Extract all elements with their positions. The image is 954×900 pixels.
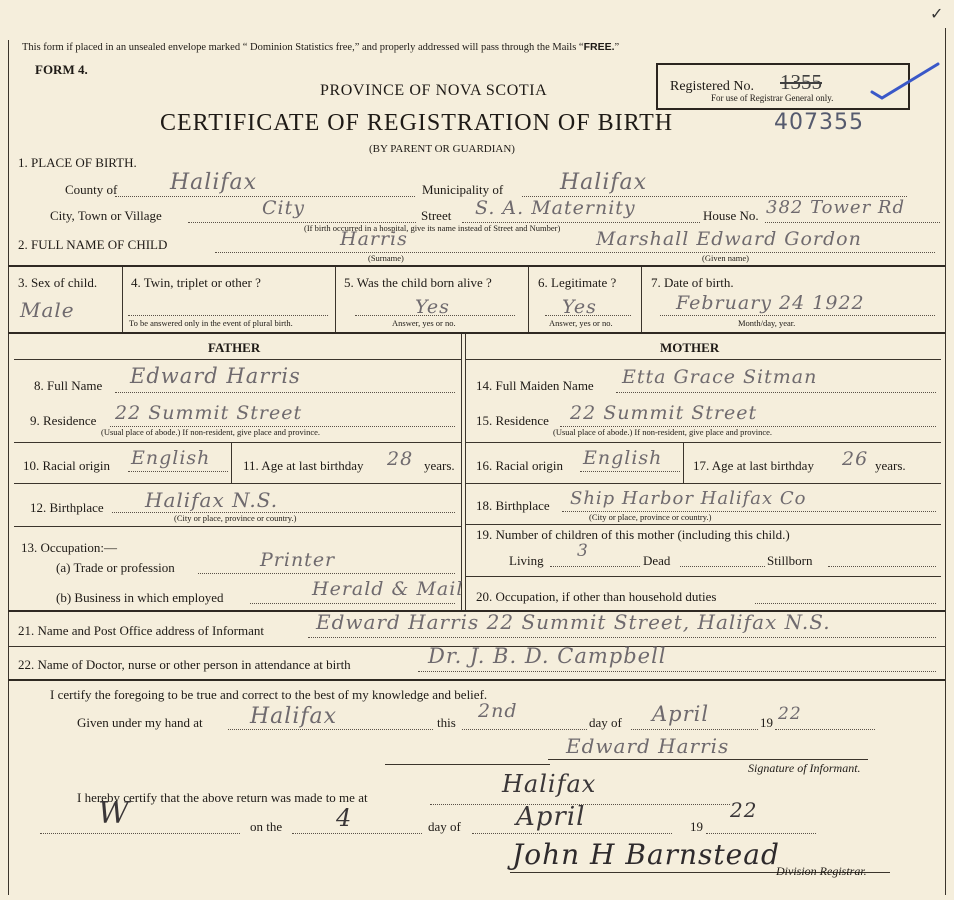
house-value: 382 Tower Rd — [766, 197, 905, 218]
registrar-year-line — [706, 833, 816, 834]
mother-age-label: 17. Age at last birthday — [693, 458, 814, 473]
father-residence-rule — [14, 442, 461, 443]
house-label: House No. — [703, 208, 759, 223]
father-trade-line — [198, 573, 455, 574]
mother-heading-rule — [466, 359, 941, 360]
father-name-line — [115, 392, 455, 393]
stamped-number: 407355 — [774, 110, 864, 135]
legitimate-value: Yes — [562, 296, 597, 318]
twin-line — [128, 315, 328, 316]
mother-residence-note: (Usual place of abode.) If non-resident, give place and province. — [553, 427, 773, 437]
city-value: City — [262, 197, 305, 219]
municipality-value: Halifax — [560, 170, 648, 195]
father-name-label: 8. Full Name — [34, 378, 103, 393]
mother-racial-divider — [683, 443, 684, 483]
form-number: FORM 4. — [35, 62, 88, 77]
informant-signature: Edward Harris — [566, 734, 730, 758]
registrar-day-of-label: day of — [428, 819, 461, 834]
informant-value: Edward Harris 22 Summit Street, Halifax N.S. — [316, 610, 831, 634]
mother-racial-label: 16. Racial origin — [476, 458, 564, 473]
mother-birthplace-note: (City or place, province or country.) — [589, 512, 712, 522]
mother-living-value: 3 — [577, 541, 589, 561]
child-name-label: 2. FULL NAME OF CHILD — [18, 237, 168, 252]
right-border — [945, 28, 946, 895]
father-age-label: 11. Age at last birthday — [243, 458, 364, 473]
street-value: S. A. Maternity — [475, 197, 636, 219]
certify-text: I certify the foregoing to be true and correct to the best of my knowledge and belief. — [50, 687, 488, 702]
mother-dead-label: Dead — [643, 553, 671, 568]
given-year-value: 22 — [778, 704, 802, 724]
mother-racial-line — [580, 471, 680, 472]
given-caption: (Given name) — [702, 253, 749, 263]
child-name-line — [215, 252, 935, 253]
registrar-year-prefix: 19 — [690, 819, 703, 834]
mother-birthplace-rule — [466, 524, 941, 525]
informant-signature-caption: Signature of Informant. — [748, 761, 861, 775]
legitimate-note: Answer, yes or no. — [549, 318, 613, 328]
father-residence-value: 22 Summit Street — [115, 402, 303, 424]
registrar-certify-text: I hereby certify that the above return was made to me at — [77, 790, 368, 805]
municipality-label: Municipality of — [422, 182, 504, 197]
date-of-birth-value: February 24 1922 — [676, 292, 865, 314]
father-birthplace-value: Halifax N.S. — [145, 488, 279, 512]
father-business-value: Herald & Mail — [312, 578, 464, 600]
mother-racial-rule — [466, 483, 941, 484]
hospital-note: (If birth occurred in a hospital, give its name instead of Street and Number) — [304, 223, 561, 233]
section-separator — [385, 764, 550, 765]
mother-residence-rule — [466, 442, 941, 443]
registrar-on-the-label: on the — [250, 819, 283, 834]
mother-occupation-label: 20. Occupation, if other than household duties — [476, 589, 717, 604]
mother-racial-value: English — [583, 447, 663, 469]
registrar-day-value: 4 — [336, 804, 353, 832]
father-trade-value: Printer — [260, 549, 336, 571]
father-racial-divider — [231, 443, 232, 483]
row-3-divider-4 — [641, 267, 642, 333]
registered-number-value: 1355 — [780, 70, 822, 94]
corner-check-mark: ✓ — [930, 6, 944, 23]
alive-label: 5. Was the child born alive ? — [344, 275, 492, 290]
page-title: CERTIFICATE OF REGISTRATION OF BIRTH — [160, 110, 674, 136]
mother-stillborn-line — [828, 566, 936, 567]
mother-living-line — [550, 566, 640, 567]
given-month-value: April — [652, 702, 710, 726]
registrar-caption: Division Registrar. — [776, 864, 867, 878]
father-business-line — [250, 603, 455, 604]
registrar-signature: John H Barnstead — [512, 838, 780, 871]
house-line — [765, 222, 940, 223]
doctor-value: Dr. J. B. D. Campbell — [428, 644, 667, 668]
date-of-birth-label: 7. Date of birth. — [651, 275, 734, 290]
mother-maiden-value: Etta Grace Sitman — [622, 366, 818, 388]
sex-label: 3. Sex of child. — [18, 275, 98, 290]
row-3-divider-1 — [122, 267, 123, 333]
mother-birthplace-value: Ship Harbor Halifax Co — [570, 488, 807, 509]
twin-label: 4. Twin, triplet or other ? — [131, 275, 261, 290]
given-place-line — [228, 729, 433, 730]
child-surname-value: Harris — [340, 228, 408, 250]
row-3-bottom-rule — [8, 332, 945, 334]
row-3-divider-3 — [528, 267, 529, 333]
mother-heading: MOTHER — [660, 340, 720, 355]
sex-value: Male — [20, 298, 75, 322]
registrar-month-line — [472, 833, 672, 834]
given-day-value: 2nd — [478, 700, 518, 722]
father-birthplace-label: 12. Birthplace — [30, 500, 104, 515]
mother-dead-line — [680, 566, 765, 567]
row-3-divider-2 — [335, 267, 336, 333]
given-month-line — [631, 729, 758, 730]
center-divider-inner — [465, 334, 466, 610]
registrar-place-value: Halifax — [502, 770, 597, 798]
left-border — [8, 40, 9, 895]
registrar-year-value: 22 — [730, 798, 758, 822]
doctor-rule — [8, 679, 945, 681]
mother-residence-value: 22 Summit Street — [570, 402, 758, 424]
informant-line — [308, 637, 936, 638]
date-of-birth-line — [660, 315, 935, 316]
registrar-general-note: For use of Registrar General only. — [711, 93, 834, 103]
mother-maiden-line — [616, 392, 936, 393]
registrar-day-line — [292, 833, 422, 834]
father-business-label: (b) Business in which employed — [56, 590, 224, 605]
county-label: County of — [65, 182, 118, 197]
mother-years-label: years. — [875, 458, 906, 473]
given-year-line — [775, 729, 875, 730]
father-racial-rule — [14, 483, 461, 484]
father-name-value: Edward Harris — [130, 364, 301, 388]
street-label: Street — [421, 208, 452, 223]
registrar-month-value: April — [516, 802, 586, 832]
given-this-label: this — [437, 715, 456, 730]
date-of-birth-note: Month/day, year. — [738, 318, 796, 328]
father-racial-line — [128, 471, 228, 472]
father-heading-rule — [14, 359, 461, 360]
father-birthplace-note: (City or place, province or country.) — [174, 513, 297, 523]
registrar-initial: W — [98, 796, 130, 831]
doctor-label: 22. Name of Doctor, nurse or other person in attendance at birth — [18, 657, 351, 672]
alive-note: Answer, yes or no. — [392, 318, 456, 328]
father-occupation-label: 13. Occupation:— — [21, 540, 118, 555]
place-of-birth-label: 1. PLACE OF BIRTH. — [18, 155, 137, 170]
informant-signature-line — [548, 759, 868, 760]
surname-caption: (Surname) — [368, 253, 404, 263]
doctor-line — [418, 671, 936, 672]
given-day-of-label: day of — [589, 715, 622, 730]
mother-stillborn-label: Stillborn — [767, 553, 813, 568]
page-subtitle: (BY PARENT OR GUARDIAN) — [369, 143, 515, 155]
mother-living-label: Living — [509, 553, 544, 568]
mother-maiden-label: 14. Full Maiden Name — [476, 378, 594, 393]
child-given-value: Marshall Edward Gordon — [596, 228, 862, 250]
mother-children-label: 19. Number of children of this mother (including this child.) — [476, 527, 790, 542]
father-years-label: years. — [424, 458, 455, 473]
registrar-initial-line — [40, 833, 240, 834]
legitimate-label: 6. Legitimate ? — [538, 275, 617, 290]
mail-notice: This form if placed in an unsealed envelope marked “ Dominion Statistics free,” and properly addressed will pass through the Mails “FREE.” — [22, 41, 620, 53]
mother-birthplace-label: 18. Birthplace — [476, 498, 550, 513]
given-place-value: Halifax — [250, 704, 338, 729]
mother-residence-label: 15. Residence — [476, 413, 549, 428]
father-birthplace-rule — [14, 526, 461, 527]
given-year-prefix: 19 — [760, 715, 773, 730]
mother-age-value: 26 — [842, 448, 869, 470]
province-heading: PROVINCE OF NOVA SCOTIA — [320, 82, 548, 99]
given-day-line — [462, 729, 587, 730]
father-residence-note: (Usual place of abode.) If non-resident, give place and province. — [101, 427, 321, 437]
twin-note: To be answered only in the event of plural birth. — [129, 318, 293, 328]
stamp-check-mark — [862, 60, 942, 100]
father-heading: FATHER — [208, 340, 261, 355]
alive-value: Yes — [415, 296, 450, 318]
father-residence-label: 9. Residence — [30, 413, 97, 428]
father-racial-label: 10. Racial origin — [23, 458, 111, 473]
informant-label: 21. Name and Post Office address of Informant — [18, 623, 264, 638]
mother-occupation-line — [755, 603, 936, 604]
county-value: Halifax — [170, 170, 258, 195]
mother-children-rule — [466, 576, 941, 577]
center-divider — [461, 334, 462, 610]
father-racial-value: English — [131, 447, 211, 469]
city-label: City, Town or Village — [50, 208, 162, 223]
given-under-label: Given under my hand at — [77, 715, 203, 730]
father-age-value: 28 — [387, 448, 414, 470]
registered-number-label: Registered No. — [670, 79, 754, 94]
father-trade-label: (a) Trade or profession — [56, 560, 175, 575]
row-3-top-rule — [8, 265, 945, 267]
